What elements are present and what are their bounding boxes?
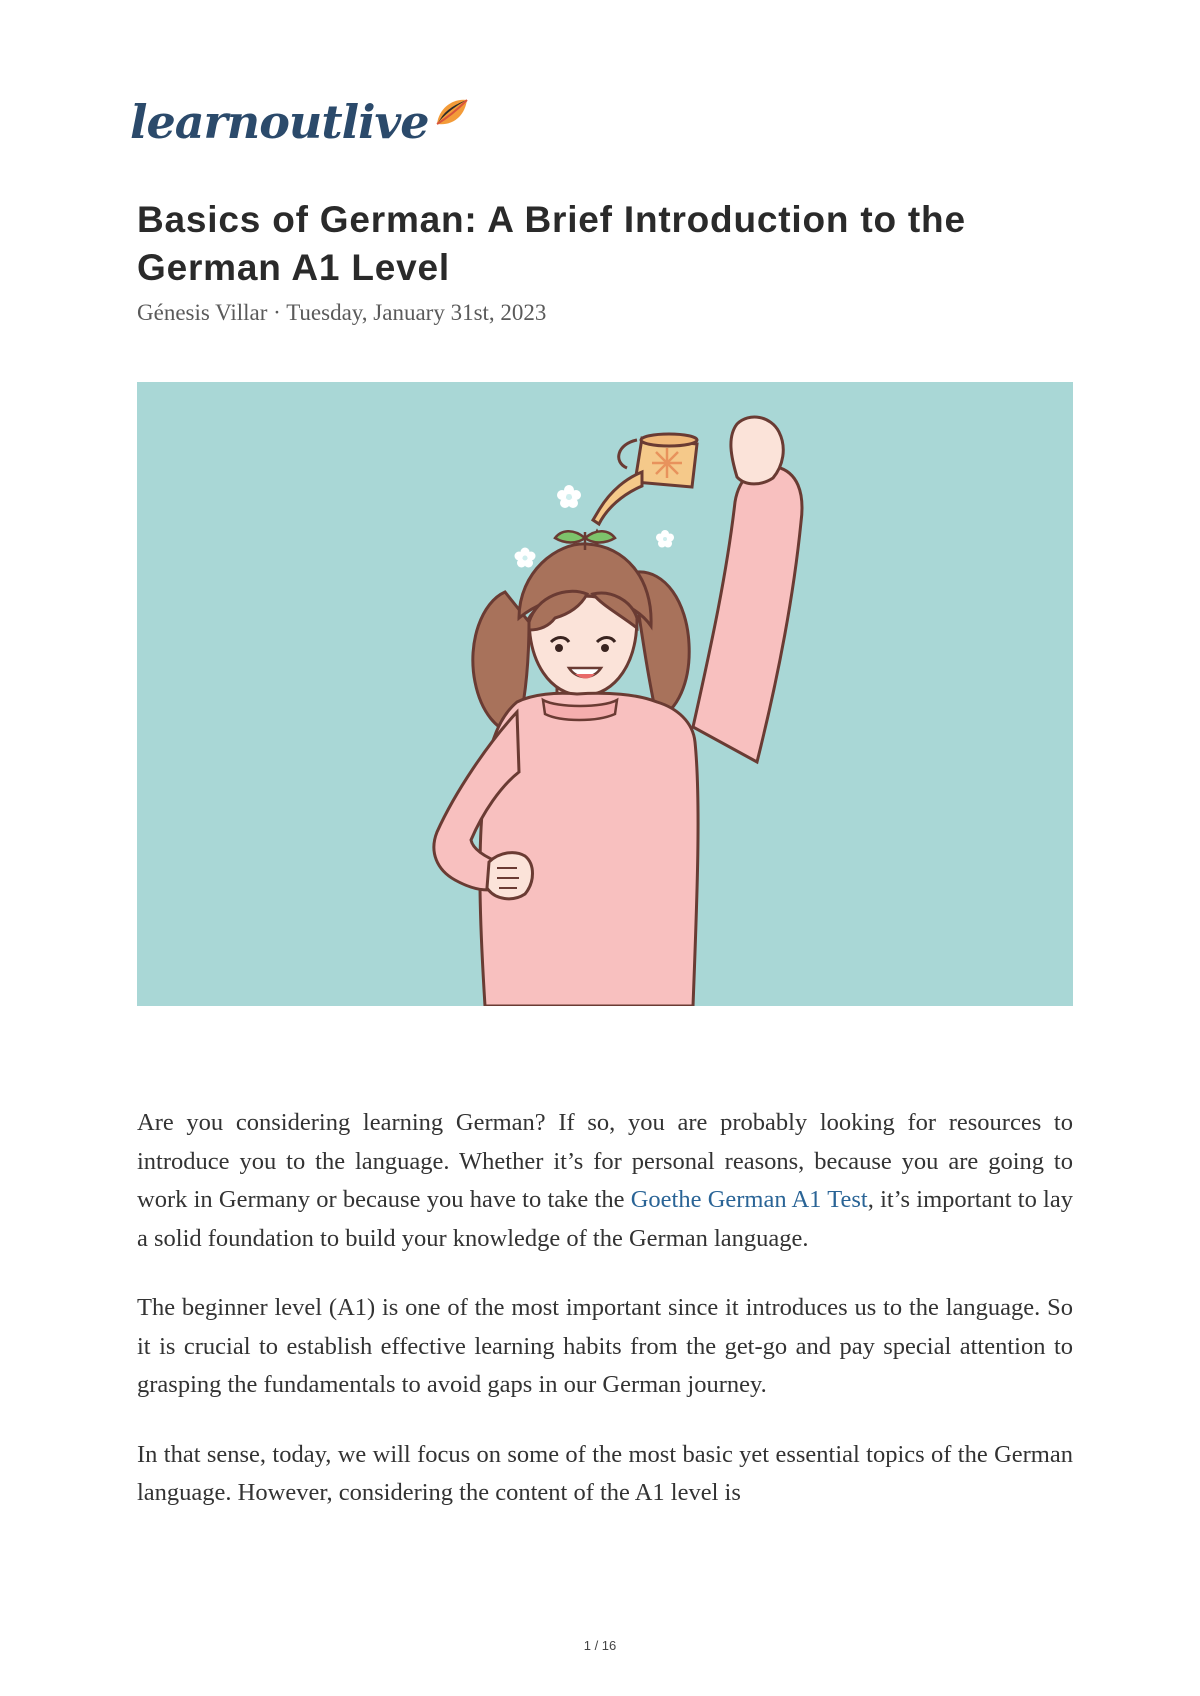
article-byline	[137, 300, 546, 326]
watering-can	[593, 434, 697, 524]
learnoutlive-logo[interactable]	[130, 92, 471, 162]
author-name[interactable]: Génesis Villar	[137, 300, 268, 325]
paragraph-focus: In that sense, today, we will focus on some of the most basic yet essential topics of the German language. However, considering the content of the A1 level is	[137, 1440, 1073, 1506]
paragraph-beginner-level: The beginner level (A1) is one of the most important since it introduces us to the language. So it is crucial to establish effective learning habits from the get-go and pay special attention to grasping the fundamentals to avoid gaps in our German journey.	[137, 1294, 1073, 1398]
publish-date: Tuesday, January 31st, 2023	[286, 300, 547, 325]
goethe-test-link[interactable]: Goethe German A1 Test	[630, 1186, 868, 1213]
page-title: Basics of German: A Brief Introduction to the German A1 Level	[137, 199, 966, 288]
page-number: 1 / 16	[583, 1638, 617, 1653]
girl-watering-sprout-illustration	[137, 382, 1073, 1006]
paragraph-intro: Are you considering learning German? If so, you are probably looking for resources to introduce you to the language. Whether it’s for personal reasons, because you are going to work in Germany or because you have to take the Goethe German A1 Test, it’s important to lay a solid foundation to build your knowledge of the German language.	[137, 1109, 1073, 1252]
hero-image	[137, 382, 1073, 1006]
article-body	[137, 1104, 1073, 1544]
leaf-icon	[431, 94, 471, 134]
logo-wordmark: learnoutlive	[130, 95, 429, 149]
byline-separator: ·	[273, 300, 281, 325]
